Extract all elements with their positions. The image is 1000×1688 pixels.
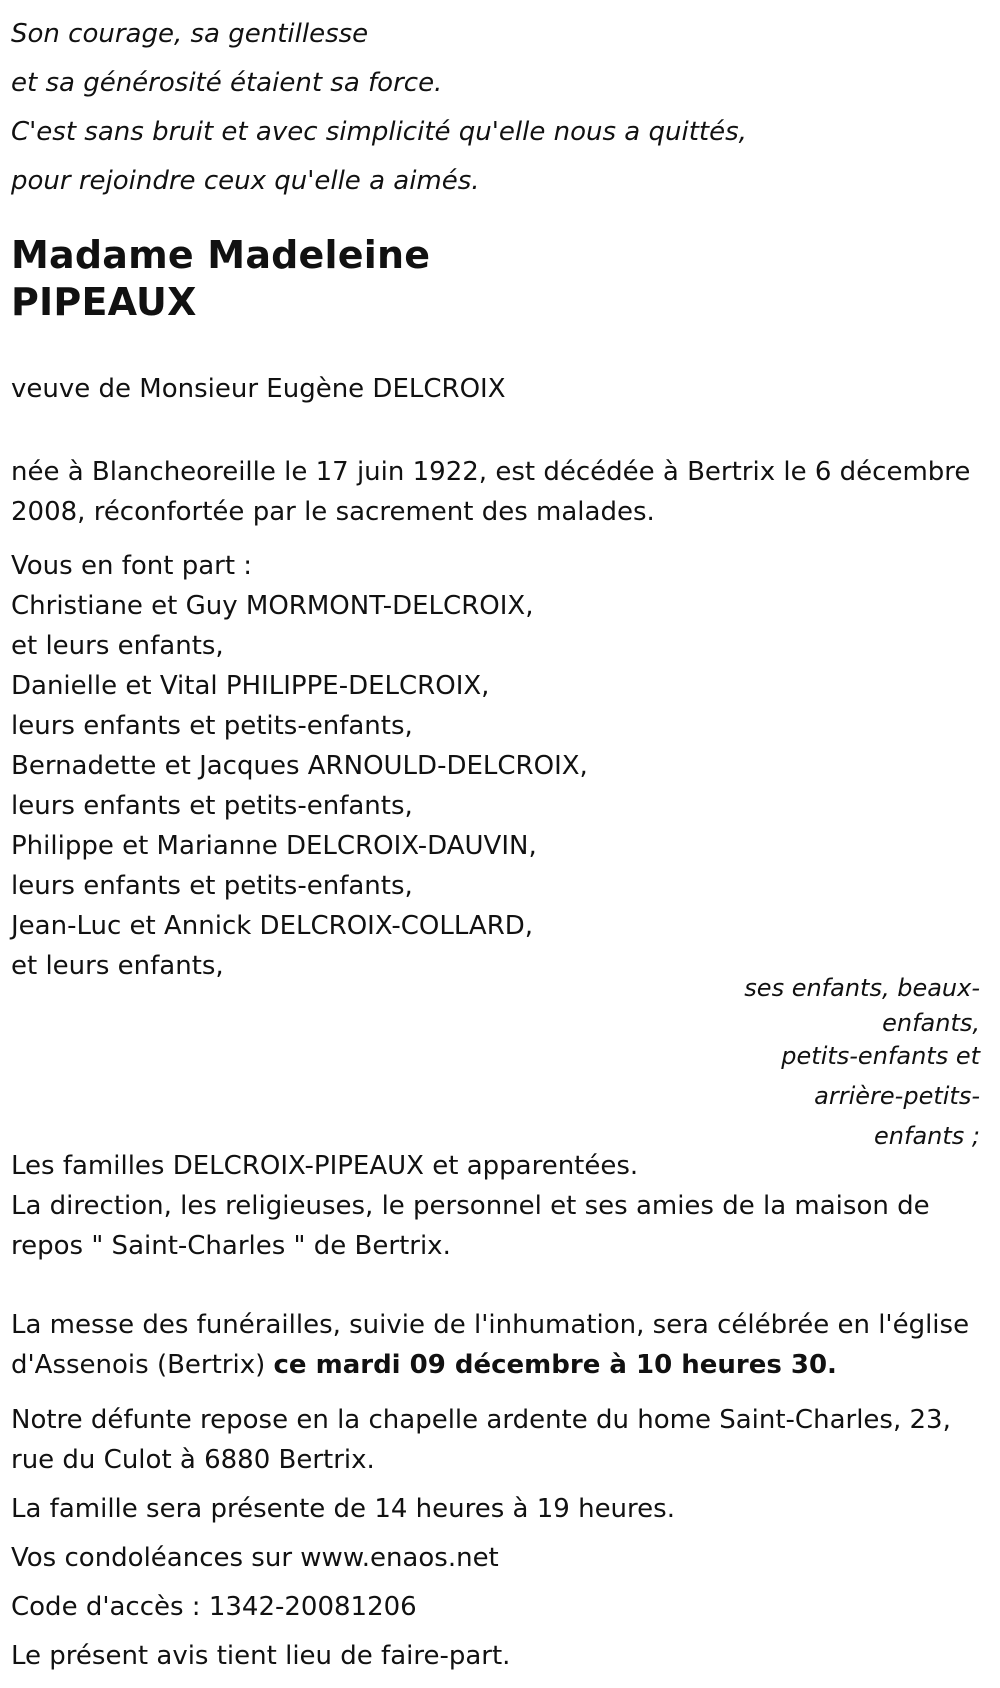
families-line: Les familles DELCROIX-PIPEAUX et apparentées. — [11, 1151, 639, 1181]
family-line: Danielle et Vital PHILIPPE-DELCROIX, — [11, 671, 490, 701]
family-line: Jean-Luc et Annick DELCROIX-COLLARD, — [11, 911, 534, 941]
family-list — [11, 546, 588, 986]
relation-note-line: enfants ; — [874, 1122, 980, 1150]
deceased-name-line2: PIPEAUX — [11, 280, 197, 324]
relation-note-line: enfants, — [882, 1009, 980, 1037]
family-presence: La famille sera présente de 14 heures à 19 heures. — [11, 1494, 675, 1524]
resting-place: Notre défunte repose en la chapelle ardente du home Saint-Charles, 23, rue du Culot à 6880 Bertrix. — [11, 1405, 951, 1475]
funeral-details — [11, 1305, 986, 1385]
funeral-text: La messe des funérailles, suivie de l'inhumation, sera célébrée en l'église d'Assenois (Bertrix) — [11, 1310, 970, 1380]
additional-info — [11, 1400, 986, 1685]
condolences-line: Vos condoléances sur www.enaos.net — [11, 1543, 499, 1573]
poem-line: pour rejoindre ceux qu'elle a aimés. — [11, 166, 480, 196]
widow-of: veuve de Monsieur Eugène DELCROIX — [11, 374, 506, 404]
deceased-name-line1: Madame Madeleine — [11, 233, 431, 277]
family-line: leurs enfants et petits-enfants, — [11, 871, 413, 901]
home-staff-line: La direction, les religieuses, le personnel et ses amies de la maison de repos " Saint-Charles " de Bertrix. — [11, 1191, 930, 1261]
family-line: leurs enfants et petits-enfants, — [11, 791, 413, 821]
poem-line: Son courage, sa gentillesse — [11, 19, 369, 49]
poem — [11, 10, 747, 206]
deceased-name — [11, 232, 430, 326]
family-line: leurs enfants et petits-enfants, — [11, 711, 413, 741]
access-code: Code d'accès : 1342-20081206 — [11, 1592, 417, 1622]
family-line: Bernadette et Jacques ARNOULD-DELCROIX, — [11, 751, 588, 781]
relation-note-line: arrière-petits- — [814, 1082, 980, 1110]
family-line: Christiane et Guy MORMONT-DELCROIX, — [11, 591, 534, 621]
funeral-datetime: ce mardi 09 décembre à 10 heures 30. — [273, 1350, 837, 1380]
birth-death-details: née à Blancheoreille le 17 juin 1922, est décédée à Bertrix le 6 décembre 2008, réconfortée par le sacrement des malades. — [11, 457, 971, 527]
relation-note-line: ses enfants, beaux- — [744, 974, 980, 1002]
poem-line: et sa générosité étaient sa force. — [11, 68, 443, 98]
notice-line: Le présent avis tient lieu de faire-part. — [11, 1641, 511, 1671]
poem-line: C'est sans bruit et avec simplicité qu'elle nous a quittés, — [11, 117, 747, 147]
family-intro: Vous en font part : — [11, 551, 253, 581]
relation-note — [720, 970, 980, 1156]
family-line: et leurs enfants, — [11, 951, 224, 981]
family-line: Philippe et Marianne DELCROIX-DAUVIN, — [11, 831, 537, 861]
other-mourners — [11, 1146, 986, 1266]
family-line: et leurs enfants, — [11, 631, 224, 661]
relation-note-line: petits-enfants et — [781, 1042, 980, 1070]
